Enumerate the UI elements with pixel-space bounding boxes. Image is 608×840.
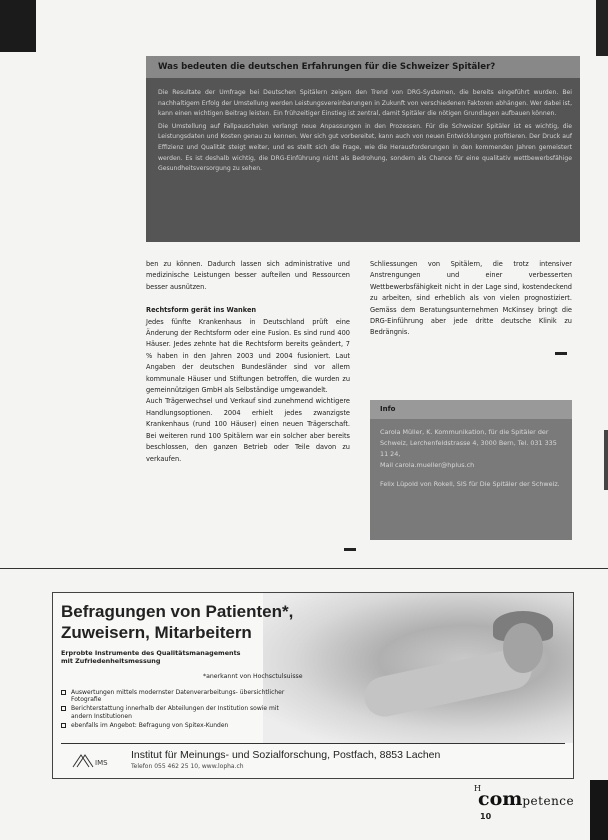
checkbox-icon [61, 706, 66, 711]
sidebar-box [146, 56, 580, 242]
page-number: 10 [480, 812, 492, 821]
corner-block-bottom-right [590, 780, 608, 840]
info-title: Info [370, 400, 572, 419]
magazine-logo: H competence [474, 784, 575, 810]
section-subhead: Rechtsform gerät ins Wanken [146, 306, 257, 315]
box-title: Was bedeuten die deutschen Erfahrungen für die Schweizer Spitäler? [146, 56, 580, 78]
column-paragraph: Schliessungen von Spitälern, die trotz intensiver Anstrengungen und einer verbesserten Wettbewerbsfähigkeit nicht in der Lage sind, kostendeckend zu arbeiten, sind erheblich als von vielen prognostiziert. Gemäss dem Beratungsunternehmen McKinsey bringt die DRG-Einführung aber jede dritte deutsche Klinik zu Bedrängnis. [370, 260, 572, 337]
column-paragraph: Jedes fünfte Krankenhaus in Deutschland prüft eine Änderung der Rechtsform oder eine Fusion. Es sind rund 400 Häuser. Jedes zehnte hat die Rechtsform bereits geändert, 7 % haben in den Jahren 2003 und 2004 fusioniert. Laut Angaben der deutschen Bundesländer sind vor allem kommunale Häuser und Stiftungen betroffen, die wurden zu gemeinnützigen GmbH als Selbständige umgewandelt. [146, 317, 350, 395]
info-box [370, 400, 572, 540]
box-paragraph: Die Resultate der Umfrage bei Deutschen Spitälern zeigen den Trend von DRG-Systemen, die bereits eingeführt wurden. Bei nachhaltigem Erfolg der Umstellung werden Leistungsvereinbarungen in Zukunft von verschiedenen Faktoren abhängen. Wer dabei ist, kann einen wichtigen Beitrag leisten. Ein frühzeitiger Einstieg ist zentral, damit Spitäler die nötigen Grundlagen aufbauen können. [158, 89, 572, 118]
institute-name: Institut für Meinungs- und Sozialforschung, Postfach, 8853 Lachen [131, 749, 441, 761]
ad-subtitle: Erprobte Instrumente des Qualitätsmanagements mit Zufriedenheitsmessung [61, 649, 241, 665]
info-line: Felix Lüpold von Rokell, SIS für Die Spitäler der Schweiz. [380, 480, 560, 488]
checkbox-icon [61, 690, 66, 695]
ad-feature-list [61, 689, 301, 731]
box-paragraph: Die Umstellung auf Fallpauschalen verlangt neue Anpassungen in den Prozessen. Für die Schweizer Spitäler ist es wichtig, die Leistungsdaten und Kosten genau zu kennen. Wer sich gut vorbereitet, kann auch von neuen Entwicklungen profitieren. Der Druck auf Effizienz und Qualität steigt weiter, und es stellt sich die Frage, wie die Herausforderungen in den kommenden Jahren gemeistert werden. Es ist deshalb wichtig, die DRG-Einführung nicht als Bedrohung, sondern als Chance für eine qualitativ wettbewerbsfähige Gesundheitsversorgung zu sehen. [158, 122, 572, 173]
end-mark [344, 548, 356, 551]
advertisement [52, 592, 574, 779]
institute-contact: Telefon 055 462 25 10, www.lopha.ch [131, 763, 244, 770]
ad-divider [61, 743, 565, 744]
ad-title: Befragungen von Patienten*, Zuweisern, Mitarbeitern [61, 602, 294, 642]
corner-block-top-right [596, 0, 608, 56]
svg-text:IMS: IMS [95, 759, 108, 767]
info-line: Carola Müller, K. Kommunikation, für die Spitäler der Schweiz, Lerchenfeldstrasse 4, 3000 Bern, Tel. 031 335 11 24, Mail carola.mueller@hplus.ch [380, 428, 557, 469]
article-column-right [370, 259, 572, 339]
divider-rule [0, 568, 608, 569]
edge-mark-right [604, 430, 608, 490]
list-item: Auswertungen mittels modernster Datenverarbeitungs- übersichtlicher Fotografie [61, 689, 301, 703]
column-paragraph: ben zu können. Dadurch lassen sich administrative und medizinische Leistungen besser aufteilen und Ressourcen besser ausnützen. [146, 260, 350, 291]
list-item: ebenfalls im Angebot: Befragung von Spitex-Kunden [61, 722, 301, 729]
ad-recognition: *anerkannt von Hochsctulsuisse [203, 673, 303, 680]
end-mark [555, 352, 567, 355]
column-paragraph: Auch Trägerwechsel und Verkauf sind zunehmend wichtigere Handlungsoptionen. 2004 erhielt jedes zwanzigste Krankenhaus (rund 100 Häuser) einen neuen Trägerschaft. Bei weiteren rund 100 Spitälern war ein solcher aber bereits beschlossen, den ganzen Betrieb oder Teile davon zu verkaufen. [146, 397, 350, 463]
checkbox-icon [61, 723, 66, 728]
institute-logo-icon [71, 751, 113, 771]
corner-block-top-left [0, 0, 36, 52]
list-item: Berichterstattung innerhalb der Abteilungen der Institution sowie mit andern Institutionen [61, 705, 301, 719]
article-column-left [146, 259, 350, 465]
